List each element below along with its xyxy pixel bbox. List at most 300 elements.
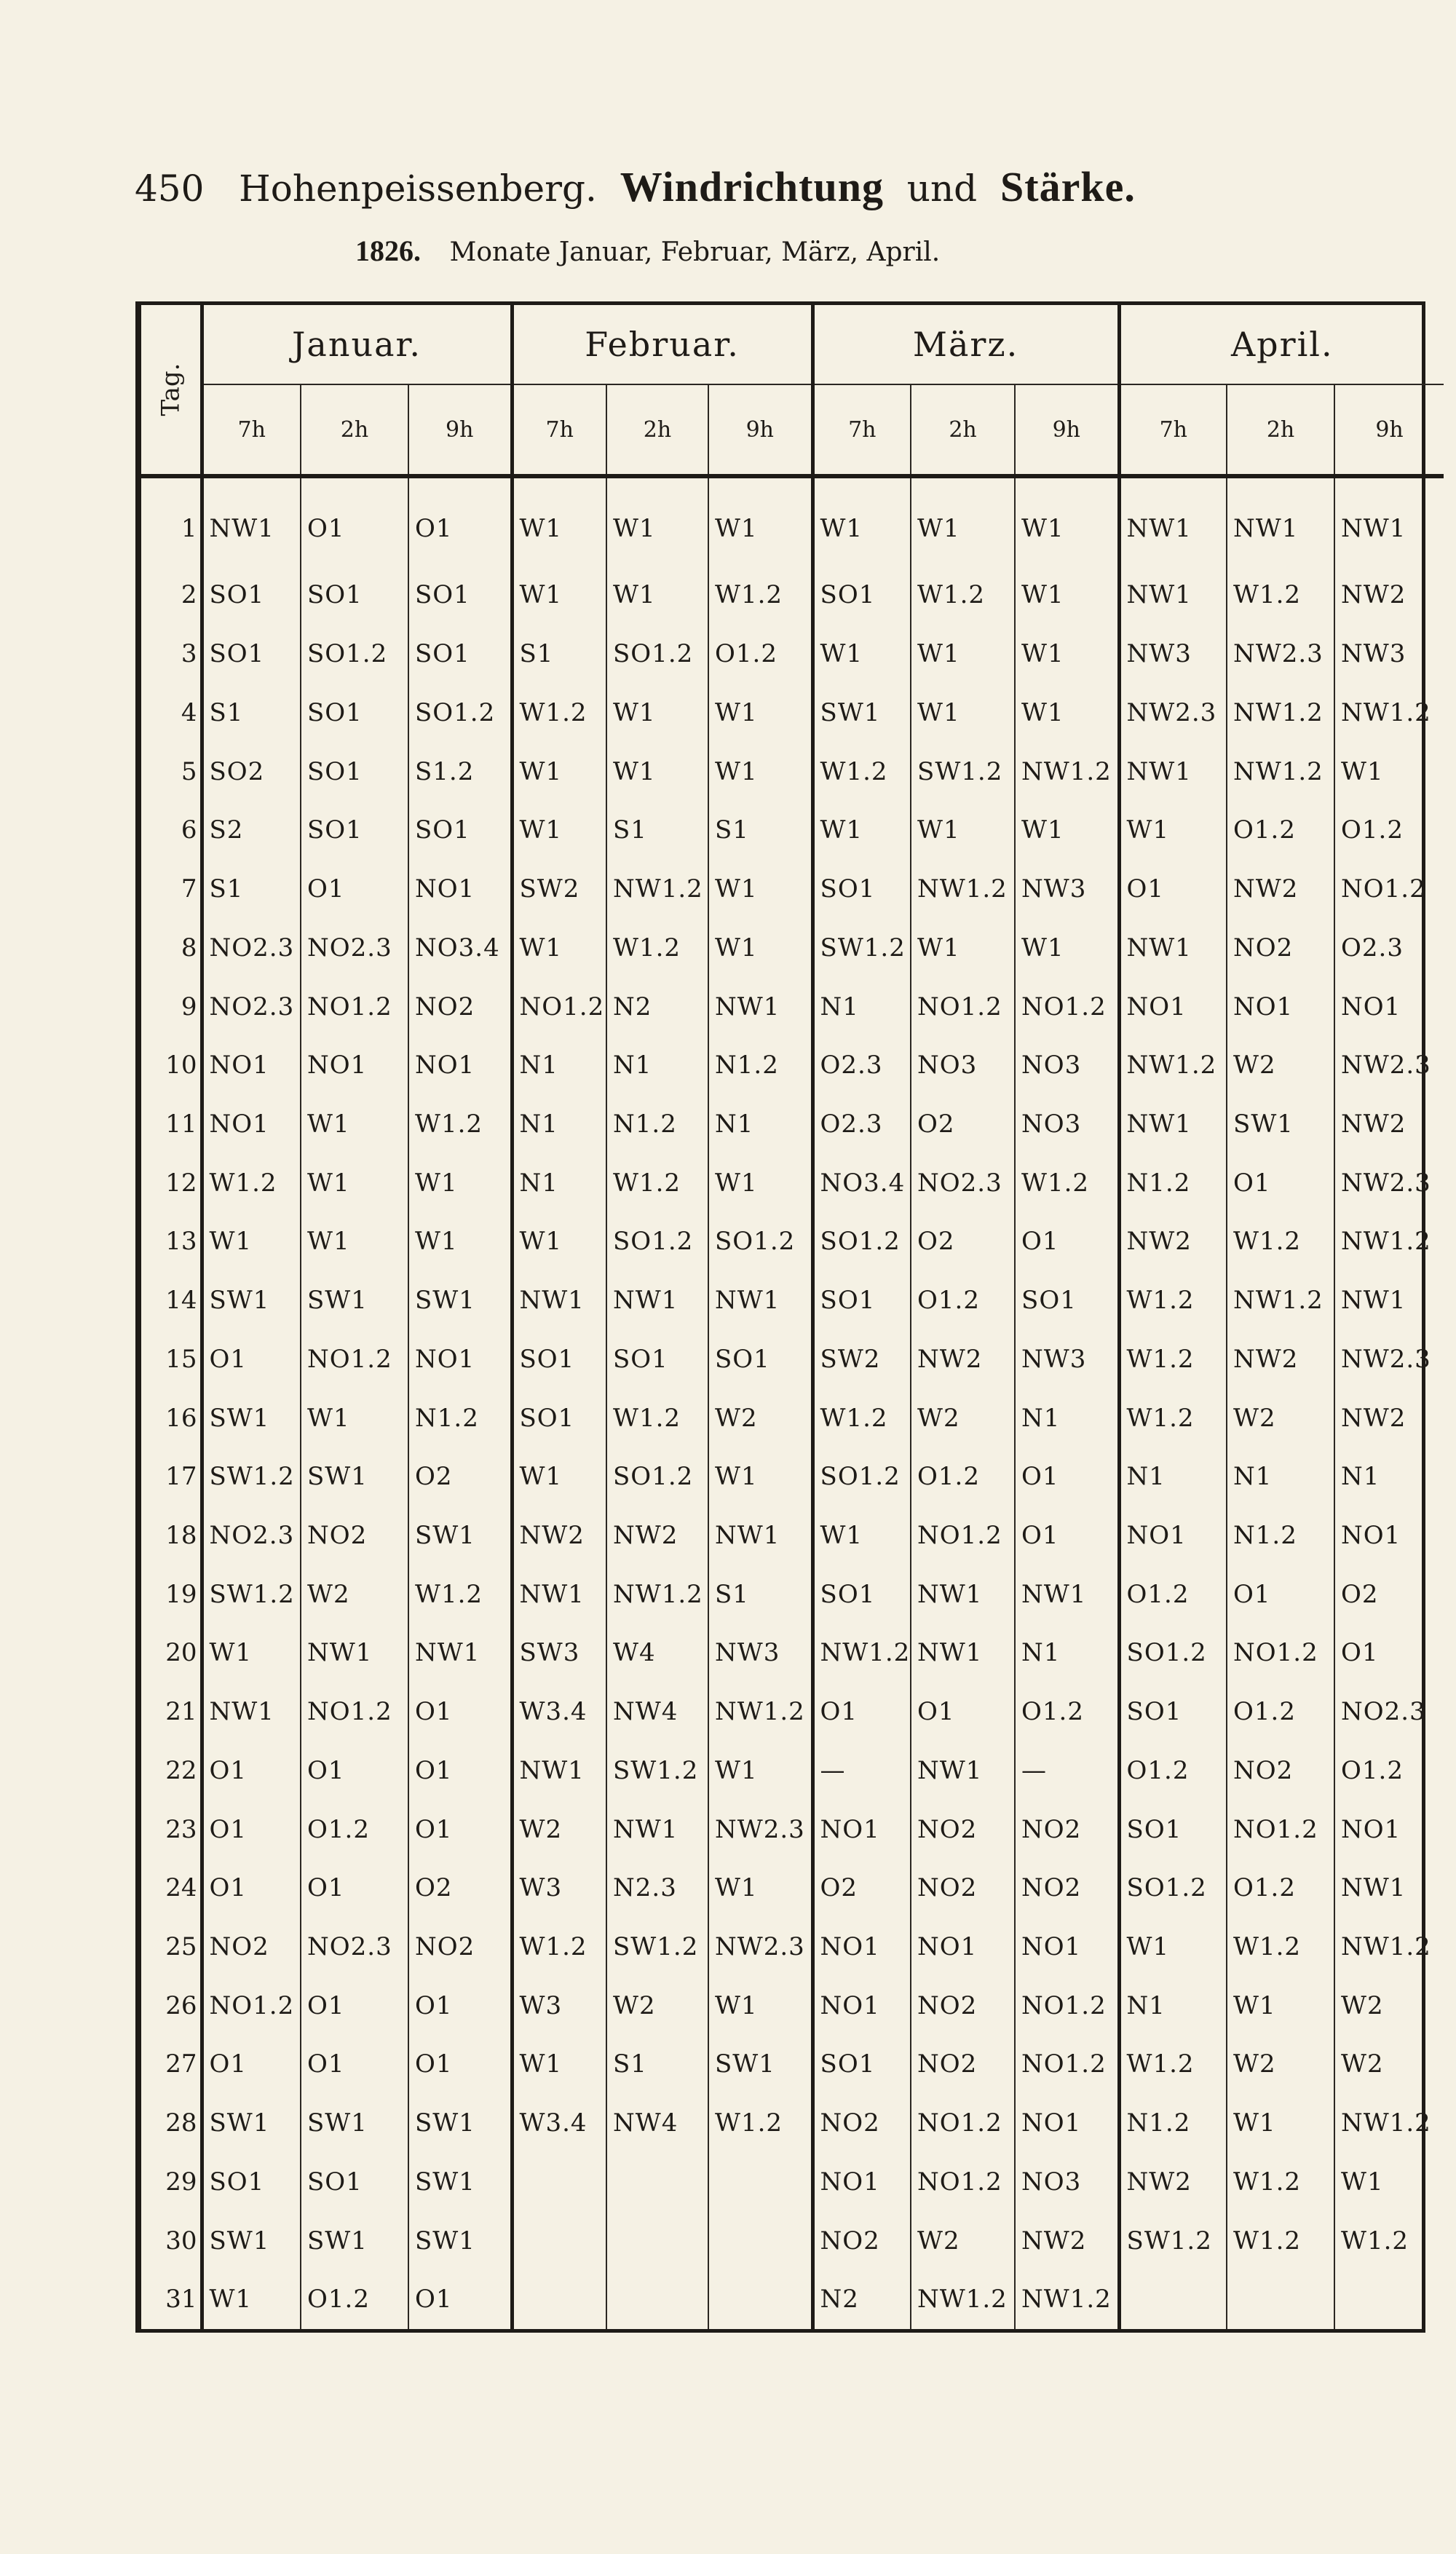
wind-cell: W1 [1119,801,1227,860]
wind-cell: NO2.3 [1334,1683,1444,1741]
wind-cell: W1 [301,1153,408,1212]
table-row [141,1918,1444,1977]
wind-cell: W1.2 [708,566,812,625]
wind-cell: NO1.2 [1227,1800,1334,1859]
wind-cell: NW2.3 [1119,684,1227,743]
wind-cell: SW1.2 [202,1447,301,1506]
wind-cell: W1 [1119,1918,1227,1977]
wind-cell: O1.2 [1227,801,1334,860]
table-row [141,977,1444,1036]
wind-cell: W1.2 [408,1565,512,1624]
wind-cell: NW1.2 [708,1683,812,1741]
wind-cell: W2 [1334,1976,1444,2035]
wind-cell: O1 [202,1329,301,1388]
wind-cell: NO1.2 [1015,977,1119,1036]
wind-cell: NO1 [812,2153,911,2212]
day-number: 13 [165,1227,197,1257]
day-number: 17 [165,1462,197,1492]
table-row [141,2035,1444,2094]
day-number: 19 [165,1579,197,1609]
wind-cell: SO1.2 [301,625,408,684]
title-conjunction: und [906,167,978,210]
wind-cell: W2 [1227,2035,1334,2094]
wind-cell: NO1 [202,1095,301,1154]
wind-cell: SW1 [812,684,911,743]
wind-cell: SO1.2 [606,1447,708,1506]
wind-cell: NW1 [512,1565,606,1624]
wind-cell: NO2 [911,1800,1015,1859]
wind-cell: O1.2 [1015,1683,1119,1741]
wind-cell: NO1.2 [1227,1624,1334,1683]
wind-cell: O2.3 [812,1036,911,1095]
wind-cell: S1 [708,801,812,860]
day-number: 18 [165,1520,197,1550]
wind-cell: W3.4 [512,1683,606,1741]
wind-cell: NW1 [911,1565,1015,1624]
wind-cell: SO1.2 [812,1447,911,1506]
wind-cell: SW1 [301,1271,408,1330]
wind-cell: NW1 [1119,742,1227,801]
wind-cell: NO1 [408,1036,512,1095]
table-row [141,2153,1444,2212]
table-row [141,1800,1444,1859]
wind-cell: N1 [1227,1447,1334,1506]
wind-cell: NW1 [1227,476,1334,566]
wind-cell: N1.2 [408,1388,512,1447]
wind-cell: W1 [708,1447,812,1506]
wind-cell: NO3 [1015,1036,1119,1095]
day-number: 15 [165,1344,197,1374]
wind-cell: W2 [911,2211,1015,2270]
wind-cell: NW2 [1334,566,1444,625]
wind-cell: N1 [708,1095,812,1154]
wind-cell: SO1 [708,1329,812,1388]
wind-cell: NW1 [1119,918,1227,977]
wind-cell: W1.2 [606,1388,708,1447]
wind-cell: W1.2 [708,2094,812,2153]
wind-cell: NO2 [812,2094,911,2153]
wind-cell [1334,2270,1444,2329]
wind-cell: NO1 [1015,2094,1119,2153]
wind-cell: NO1 [1334,1800,1444,1859]
wind-cell: SO1 [812,566,911,625]
wind-cell: NO3 [1015,1095,1119,1154]
wind-cell: W1 [512,742,606,801]
wind-cell: NW1 [911,1624,1015,1683]
table-row [141,684,1444,743]
wind-cell: O1 [301,860,408,919]
wind-cell: W1.2 [812,1388,911,1447]
wind-cell: SW1 [408,2153,512,2212]
wind-cell: SO1 [301,684,408,743]
wind-cell: W1.2 [606,1153,708,1212]
wind-cell: SW3 [512,1624,606,1683]
wind-cell: W2 [1334,2035,1444,2094]
wind-cell: W1 [512,476,606,566]
day-number: 24 [165,1873,197,1903]
table-row [141,625,1444,684]
wind-cell: SW1 [301,2211,408,2270]
wind-cell: NW1 [1119,566,1227,625]
wind-cell: NW1 [708,1271,812,1330]
hour-header: 2h [1227,384,1334,476]
wind-cell: N1 [812,977,911,1036]
day-number: 14 [165,1286,197,1316]
wind-cell: NO1.2 [911,2153,1015,2212]
wind-cell: NO2 [301,1506,408,1565]
wind-cell: W1 [606,566,708,625]
wind-cell: NW3 [1015,1329,1119,1388]
wind-cell: NO1.2 [1015,2035,1119,2094]
wind-cell [708,2270,812,2329]
day-number: 12 [165,1168,197,1198]
wind-cell: SO1.2 [1119,1624,1227,1683]
wind-cell: SW2 [812,1329,911,1388]
wind-cell: W1.2 [812,742,911,801]
wind-cell: O1 [202,1859,301,1918]
wind-cell: W1 [812,1506,911,1565]
title-staerke: Stärke. [1000,163,1136,210]
wind-cell: SO1 [408,801,512,860]
table-row [141,1976,1444,2035]
wind-cell: NW2.3 [1227,625,1334,684]
wind-cell: NW1.2 [812,1624,911,1683]
wind-cell: W4 [606,1624,708,1683]
wind-cell: SO1.2 [812,1212,911,1271]
wind-cell: NO1.2 [301,1683,408,1741]
wind-cell: O1 [408,476,512,566]
day-column-header [141,305,202,476]
wind-cell: W1 [512,566,606,625]
wind-cell: NW1.2 [1227,742,1334,801]
wind-cell: SW1.2 [911,742,1015,801]
wind-cell: SW1 [408,2094,512,2153]
page-header [135,162,1343,214]
wind-cell: N1 [1334,1447,1444,1506]
wind-cell: NO1 [1015,1918,1119,1977]
table-row [141,1624,1444,1683]
wind-cell: NW2 [606,1506,708,1565]
wind-cell: NO1.2 [202,1976,301,2035]
wind-cell: O1 [408,1800,512,1859]
wind-cell: SO1 [202,625,301,684]
wind-cell: SW1 [408,1271,512,1330]
wind-cell: W1 [202,1624,301,1683]
place-name: Hohenpeissenberg. [239,167,597,210]
wind-cell: O2 [408,1859,512,1918]
wind-cell: W1.2 [1119,2035,1227,2094]
wind-cell: NO3.4 [408,918,512,977]
wind-cell: N1 [512,1153,606,1212]
wind-cell: NO2 [812,2211,911,2270]
wind-cell: N1 [1119,1976,1227,2035]
day-number: 8 [181,933,197,962]
wind-cell: W1 [708,1859,812,1918]
wind-cell: N1 [606,1036,708,1095]
wind-cell: W1.2 [1227,566,1334,625]
wind-cell: SW1 [708,2035,812,2094]
wind-cell: O1 [202,2035,301,2094]
month-header-februar: Februar. [512,305,812,384]
day-number: 11 [165,1109,197,1139]
day-number: 2 [181,580,197,610]
day-number: 3 [181,639,197,669]
table-row [141,742,1444,801]
wind-cell: N1 [512,1036,606,1095]
wind-cell: NW1 [408,1624,512,1683]
wind-cell: NW1 [606,1800,708,1859]
day-number: 28 [165,2108,197,2138]
wind-cell: O1 [1015,1447,1119,1506]
hour-header: 9h [1015,384,1119,476]
wind-cell: NO2.3 [911,1153,1015,1212]
wind-cell: O1 [408,2270,512,2329]
wind-cell: W1 [512,918,606,977]
wind-cell: W2 [1227,1036,1334,1095]
wind-cell: N2.3 [606,1859,708,1918]
wind-cell [512,2270,606,2329]
wind-cell [606,2153,708,2212]
hour-header: 9h [1334,384,1444,476]
wind-cell: SO1 [408,625,512,684]
wind-cell: W2 [606,1976,708,2035]
wind-cell: NO2 [911,1976,1015,2035]
wind-cell: W1.2 [1227,1212,1334,1271]
day-number: 5 [181,756,197,786]
wind-cell: W1 [708,918,812,977]
wind-cell: SW2 [512,860,606,919]
wind-cell: W1.2 [1227,2211,1334,2270]
wind-cell: W1 [812,625,911,684]
wind-cell: NW4 [606,2094,708,2153]
wind-cell: NW2 [1119,1212,1227,1271]
wind-cell: NW1 [911,1741,1015,1800]
wind-cell: O1.2 [1227,1683,1334,1741]
wind-cell: NO2.3 [301,918,408,977]
hour-header: 9h [708,384,812,476]
wind-cell: O2 [408,1447,512,1506]
wind-cell: NW1 [1334,476,1444,566]
wind-cell: N1 [512,1095,606,1154]
wind-cell: NO2.3 [202,977,301,1036]
wind-cell: SW1.2 [606,1741,708,1800]
wind-cell: SW1 [202,2094,301,2153]
month-header-maerz: März. [812,305,1119,384]
wind-cell: NW3 [708,1624,812,1683]
day-number: 9 [181,992,197,1021]
wind-cell [1227,2270,1334,2329]
wind-cell: W1.2 [606,918,708,977]
wind-cell: NW1.2 [1334,1212,1444,1271]
wind-cell: NO2 [408,1918,512,1977]
day-number: 7 [181,874,197,904]
hour-header: 9h [408,384,512,476]
table-row [141,1683,1444,1741]
wind-cell: SO1.2 [708,1212,812,1271]
wind-cell: W1 [512,801,606,860]
wind-cell: NW1 [708,1506,812,1565]
wind-cell: W1.2 [1015,1153,1119,1212]
wind-cell: NO1 [1227,977,1334,1036]
wind-cell: NW2 [1015,2211,1119,2270]
wind-cell: W1 [1015,566,1119,625]
wind-cell: O1.2 [708,625,812,684]
wind-cell: SO1 [812,1565,911,1624]
wind-cell: SO1 [1119,1683,1227,1741]
wind-cell: W1.2 [202,1153,301,1212]
wind-cell: O2 [812,1859,911,1918]
wind-cell: SW1 [301,1447,408,1506]
wind-cell: O1.2 [301,1800,408,1859]
table-row [141,1506,1444,1565]
wind-cell: SW1 [408,2211,512,2270]
table-row [141,1447,1444,1506]
wind-cell: NW1 [512,1271,606,1330]
wind-cell: O1.2 [1334,1741,1444,1800]
page-subheader [355,233,1229,271]
wind-cell: NW1 [202,476,301,566]
wind-cell: W1 [512,1447,606,1506]
wind-cell: SW1 [408,1506,512,1565]
wind-cell [606,2211,708,2270]
wind-cell: W1 [301,1095,408,1154]
page-number: 450 [135,167,205,210]
wind-cell: O1.2 [1119,1565,1227,1624]
table-row [141,566,1444,625]
day-number: 30 [165,2226,197,2255]
wind-cell: NW1 [1015,1565,1119,1624]
wind-cell: SO1 [812,2035,911,2094]
table-row [141,1153,1444,1212]
hour-header: 7h [202,384,301,476]
wind-cell: SO1.2 [606,625,708,684]
wind-cell: W1 [911,801,1015,860]
wind-cell: O2.3 [1334,918,1444,977]
table-row [141,2270,1444,2329]
wind-cell: W3.4 [512,2094,606,2153]
wind-cell: NW1 [1334,1859,1444,1918]
wind-cell: W1 [708,1976,812,2035]
wind-cell: NW4 [606,1683,708,1741]
day-number: 27 [165,2049,197,2079]
wind-cell: NO1.2 [1015,1976,1119,2035]
wind-cell: W3 [512,1859,606,1918]
wind-cell: NW1.2 [606,1565,708,1624]
wind-cell: NW1 [606,1271,708,1330]
day-number: 23 [165,1814,197,1844]
wind-cell: W1 [512,1212,606,1271]
table-row [141,1859,1444,1918]
table-row [141,476,1444,566]
wind-table [141,305,1444,2329]
wind-cell: NO1 [812,1800,911,1859]
wind-cell: W1 [512,2035,606,2094]
wind-cell [606,2270,708,2329]
wind-cell: NW2.3 [708,1918,812,1977]
wind-cell: O1 [1119,860,1227,919]
day-number: 26 [165,1990,197,2020]
wind-cell: S1 [606,2035,708,2094]
wind-cell: SW1.2 [1119,2211,1227,2270]
wind-cell: O2 [1334,1565,1444,1624]
wind-cell: O1 [301,1859,408,1918]
wind-cell: NO1.2 [911,2094,1015,2153]
day-number: 21 [165,1697,197,1727]
wind-cell: SO1 [408,566,512,625]
wind-cell: W2 [1227,1388,1334,1447]
wind-cell: S1 [202,860,301,919]
wind-cell: — [812,1741,911,1800]
wind-cell: NO2.3 [301,1918,408,1977]
wind-cell: O1 [408,1683,512,1741]
wind-cell: W1 [812,801,911,860]
wind-cell: W1 [202,1212,301,1271]
wind-cell: SW1 [202,2211,301,2270]
wind-cell: W1 [606,684,708,743]
wind-cell: O1 [202,1800,301,1859]
day-number: 16 [165,1403,197,1433]
wind-cell: W1 [408,1212,512,1271]
wind-cell: W3 [512,1976,606,2035]
wind-cell: SO1 [512,1388,606,1447]
wind-cell: SO1 [301,801,408,860]
wind-cell: NW1.2 [1334,1918,1444,1977]
wind-cell: W1 [1015,476,1119,566]
wind-cell: SW1 [1227,1095,1334,1154]
wind-cell: W1 [1015,801,1119,860]
wind-cell: NW1 [512,1741,606,1800]
wind-cell: SO1 [1119,1800,1227,1859]
wind-cell: S1 [202,684,301,743]
wind-cell: NO2 [1015,1800,1119,1859]
wind-cell [708,2211,812,2270]
wind-cell: NO3 [911,1036,1015,1095]
wind-cell: W1 [708,684,812,743]
wind-cell: NO1.2 [512,977,606,1036]
table-row [141,1212,1444,1271]
wind-cell: SO1 [812,1271,911,1330]
wind-cell: NW1.2 [911,2270,1015,2329]
wind-cell [1119,2270,1227,2329]
wind-cell: W1 [301,1212,408,1271]
wind-cell: NW1 [301,1624,408,1683]
wind-cell: NO1 [1334,977,1444,1036]
wind-cell: NW3 [1015,860,1119,919]
wind-cell: NW1.2 [606,860,708,919]
wind-cell: SO1 [301,2153,408,2212]
wind-cell: O1 [301,1976,408,2035]
wind-cell: NW3 [1334,625,1444,684]
day-number: 6 [181,815,197,845]
table-row [141,1329,1444,1388]
wind-cell: N1.2 [1227,1506,1334,1565]
table-row [141,2211,1444,2270]
wind-cell: NW1.2 [1015,742,1119,801]
wind-cell: W1.2 [1119,1388,1227,1447]
wind-cell: W1 [708,742,812,801]
wind-cell: NO1.2 [301,977,408,1036]
wind-cell: SO1 [812,860,911,919]
wind-cell: SW1.2 [606,1918,708,1977]
wind-cell: NW3 [1119,625,1227,684]
wind-cell: N1.2 [1119,2094,1227,2153]
hour-header: 2h [911,384,1015,476]
wind-cell: NO2 [408,977,512,1036]
wind-cell: NO1.2 [301,1329,408,1388]
wind-cell: NW1.2 [1119,1036,1227,1095]
wind-cell [512,2153,606,2212]
table-row [141,1388,1444,1447]
